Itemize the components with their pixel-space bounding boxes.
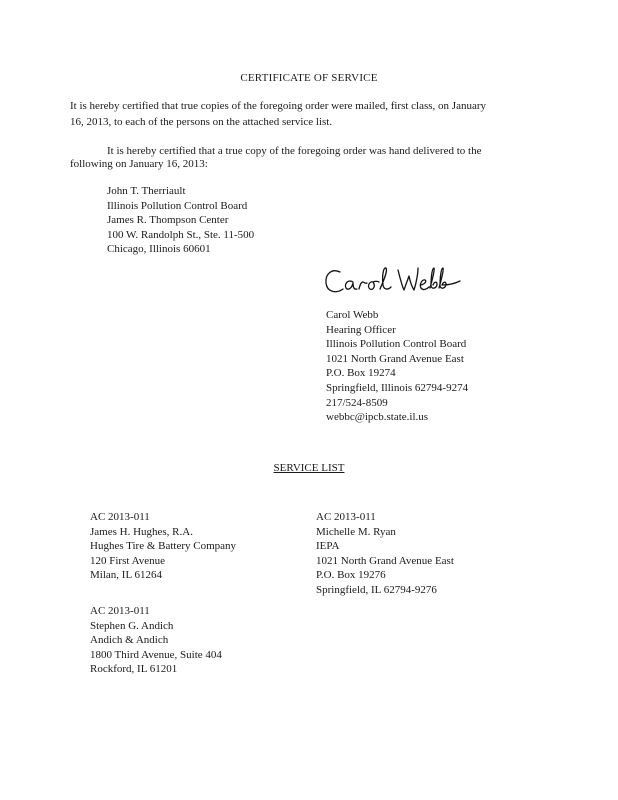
address-line: 120 First Avenue xyxy=(90,554,165,567)
hand-delivered-paragraph-line-2: following on January 16, 2013: xyxy=(70,158,208,170)
address-line: Milan, IL 61264 xyxy=(90,569,162,582)
mailed-paragraph-line-1: It is hereby certified that true copies of the foregoing order were mailed, first class, on January xyxy=(70,100,487,112)
service-list-title: SERVICE LIST xyxy=(273,462,345,474)
signature-block xyxy=(326,308,468,425)
handwritten-signature xyxy=(322,262,462,302)
address-line: Andich & Andich xyxy=(90,634,169,647)
signature-name: Carol Webb xyxy=(326,309,379,321)
address-line: Michelle M. Ryan xyxy=(316,525,396,538)
address-line: Chicago, Illinois 60601 xyxy=(107,243,211,256)
address-line: 100 W. Randolph St., Ste. 11-500 xyxy=(107,228,255,241)
case-number: AC 2013-011 xyxy=(316,511,376,523)
hand-delivery-recipient-address xyxy=(107,184,254,257)
address-line: 1021 North Grand Avenue East xyxy=(316,554,454,567)
case-number: AC 2013-011 xyxy=(90,605,150,617)
signature-po-box: P.O. Box 19274 xyxy=(326,367,396,380)
signature-email: webbc@ipcb.state.il.us xyxy=(326,411,429,424)
address-line: IEPA xyxy=(316,540,340,553)
signature-title: Hearing Officer xyxy=(326,323,396,336)
address-line: Springfield, IL 62794-9276 xyxy=(316,583,437,596)
address-line: James H. Hughes, R.A. xyxy=(90,525,193,538)
service-entry xyxy=(316,510,454,598)
signature-street: 1021 North Grand Avenue East xyxy=(326,352,464,365)
mailed-paragraph-line-2: 16, 2013, to each of the persons on the attached service list. xyxy=(70,116,333,128)
service-entry xyxy=(90,604,222,677)
address-line: Illinois Pollution Control Board xyxy=(107,199,248,212)
address-line: 1800 Third Avenue, Suite 404 xyxy=(90,648,222,661)
hand-delivered-paragraph-line-1: It is hereby certified that a true copy of the foregoing order was hand delivered to the xyxy=(107,145,482,157)
address-line: Hughes Tire & Battery Company xyxy=(90,540,237,553)
address-line: Stephen G. Andich xyxy=(90,619,174,632)
address-line: P.O. Box 19276 xyxy=(316,569,386,582)
case-number: AC 2013-011 xyxy=(90,511,150,523)
signature-city: Springfield, Illinois 62794-9274 xyxy=(326,381,469,394)
address-line: James R. Thompson Center xyxy=(107,214,229,227)
certificate-title: CERTIFICATE OF SERVICE xyxy=(240,72,378,84)
signature-organization: Illinois Pollution Control Board xyxy=(326,338,467,351)
address-line: Rockford, IL 61201 xyxy=(90,663,178,676)
signature-phone: 217/524-8509 xyxy=(326,396,388,409)
service-entry xyxy=(90,510,236,583)
address-line: John T. Therriault xyxy=(107,185,186,197)
